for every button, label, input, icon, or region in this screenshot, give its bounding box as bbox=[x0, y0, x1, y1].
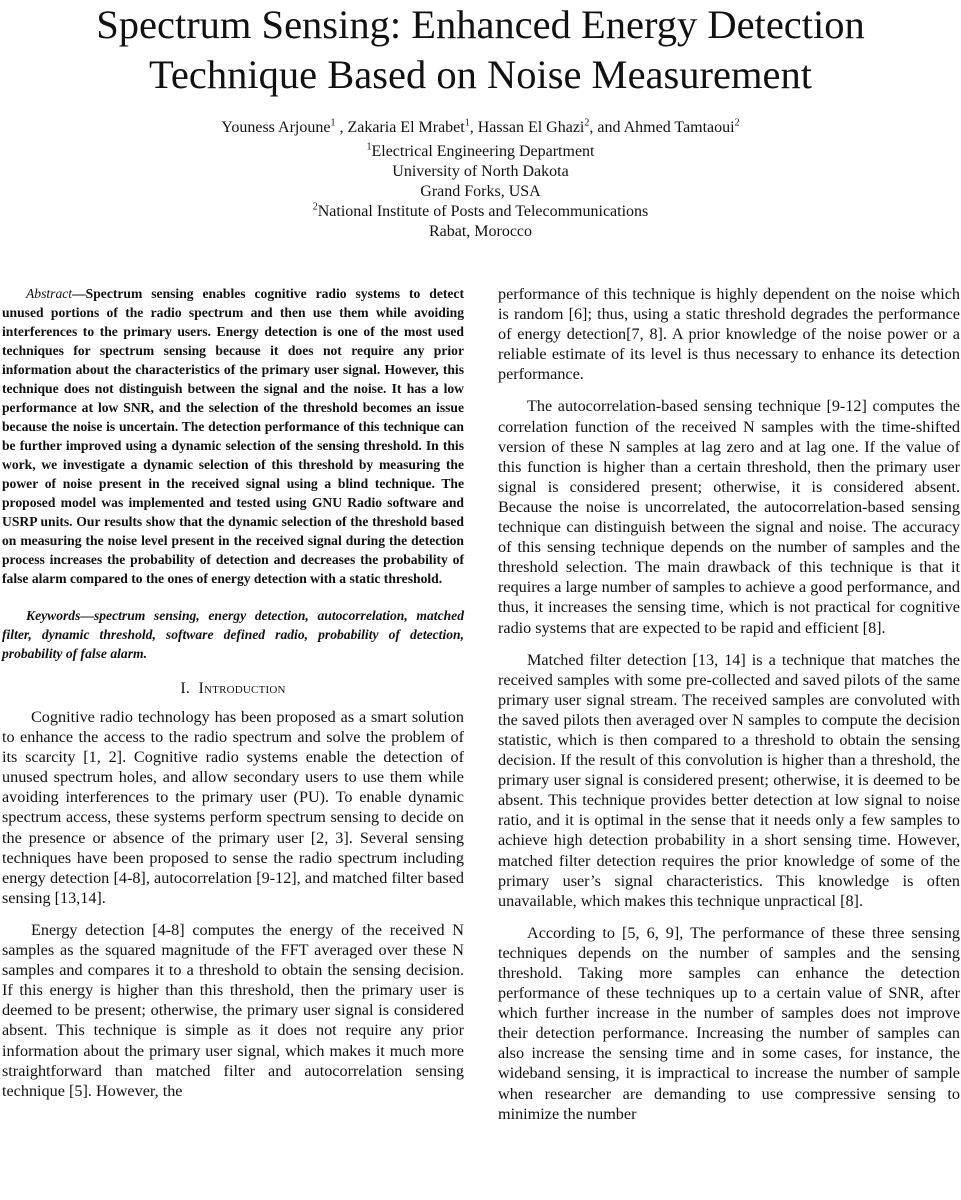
section-number: I. bbox=[180, 680, 191, 697]
author-affiliation-mark: 2 bbox=[734, 117, 740, 129]
section-heading-introduction bbox=[2, 679, 464, 699]
title-line-1: Spectrum Sensing: Enhanced Energy Detection bbox=[96, 2, 865, 47]
paragraph: Matched filter detection [13, 14] is a technique that matches the received samples with some pre-collected and saved pilots of the same primary user signal stream. The received samples are convoluted with the saved pilots then averaged over N samples to compute the decision statistic, which is then compared to a threshold to obtain the sensing decision. If the result of this convolution is higher than a threshold, the primary user signal is considered present; otherwise, it is deemed to be absent. This technique provides better detection at low signal to noise ratio, and it is optimal in the sense that it needs only a few samples to achieve high detection probability in a short sensing time. However, matched filter detection requires the prior knowledge of some of the primary user’s signal characteristics. This knowledge is often unavailable, which makes this technique unpractical [8]. bbox=[498, 650, 960, 910]
keywords-text: spectrum sensing, energy detection, autocorrelation, matched filter, dynamic threshold, software defined radio, probability of detection, probability of false alarm. bbox=[2, 608, 464, 661]
left-column bbox=[2, 284, 464, 1101]
author-separator: , bbox=[469, 119, 478, 136]
abstract-dash: — bbox=[72, 286, 86, 301]
affiliation-mark: 2 bbox=[312, 201, 318, 213]
keywords-dash: — bbox=[80, 608, 94, 623]
paragraph: The autocorrelation-based sensing technique [9-12] computes the correlation function of the received N samples with the time-shifted version of these N samples at lag zero and at lag one. If the value of this function is higher than a certain threshold, then the primary user signal is considered present; otherwise, it is considered absent. Because the noise is uncorrelated, the autocorrelation-based sensing technique can distinguish between the signal and noise. The accuracy of this sensing technique depends on the number of samples and the threshold selection. The main drawback of this technique is that it requires a large number of samples to achieve a good performance, and thus, it increases the sensing time, which is not practical for cognitive radio systems that are expected to be rapid and efficient [8]. bbox=[498, 397, 960, 637]
author-affiliation-mark: 1 bbox=[330, 117, 336, 129]
abstract-text: Spectrum sensing enables cognitive radio systems to detect unused portions of the radio spectrum and then use them while avoiding interferences to the primary users. Energy detection is one of the most used techniques for spectrum sensing because it does not require any prior information about the characteristics of the primary user signal. However, this technique does not distinguish between the signal and the noise. It has a low performance at low SNR, and the selection of the threshold becomes an issue because the noise is uncertain. The detection performance of this technique can be further improved using a dynamic selection of the sensing threshold. In this work, we investigate a dynamic selection of this threshold by measuring the power of noise present in the received signal using a blind technique. The proposed model was implemented and tested using GNU Radio software and USRP units. Our results show that the dynamic selection of the threshold based on measuring the noise level present in the received signal during the detection process increases the probability of detection and decreases the probability of false alarm compared to the ones of energy detection with a static threshold. bbox=[2, 286, 464, 586]
affiliation-mark: 1 bbox=[366, 141, 372, 153]
author-name: Youness Arjoune bbox=[221, 119, 331, 136]
affiliation-2-name bbox=[0, 202, 961, 222]
author-affiliation-mark: 1 bbox=[464, 117, 470, 129]
title-line-2: Technique Based on Noise Measurement bbox=[149, 52, 812, 97]
affiliation-2-city: Rabat, Morocco bbox=[428, 223, 533, 240]
keywords-label: Keywords bbox=[26, 608, 81, 623]
author-affiliation-mark: 2 bbox=[584, 117, 590, 129]
section-title: Introduction bbox=[198, 680, 286, 697]
author-name: Hassan El Ghazi bbox=[477, 119, 585, 136]
author-block bbox=[0, 118, 961, 242]
affiliation-1-univ: University of North Dakota bbox=[392, 163, 569, 180]
paragraph: According to [5, 6, 9], The performance of these three sensing techniques depends on the number of samples and the sensing threshold. Taking more samples can enhance the detection performance of these techniques up to a certain value of SNR, after which further increase in the number of samples does not improve their detection performance. Increasing the number of samples can also increase the sensing time and in some cases, for instance, the wideband sensing, it is impractical to increase the number of sample when researcher are demanding to use compressive sensing to minimize the number bbox=[498, 923, 960, 1123]
paragraph: Cognitive radio technology has been proposed as a smart solution to enhance the access to the radio spectrum and solve the problem of its scarcity [1, 2]. Cognitive radio systems enable the detection of unused spectrum holes, and allow secondary users to use them while avoiding interferences to the primary user (PU). To enable dynamic spectrum access, these systems perform spectrum sensing to decide on the presence or absence of the primary user [2, 3]. Several sensing techniques have been proposed to sense the radio spectrum including energy detection [4-8], autocorrelation [9-12], and matched filter based sensing [13,14]. bbox=[2, 708, 464, 907]
paragraph: Energy detection [4-8] computes the energy of the received N samples as the squared magnitude of the FFT averaged over these N samples and compares it to a threshold to obtain the sensing decision. If this energy is higher than this threshold, then the primary user is deemed to be present; otherwise, the primary user signal is considered absent. This technique is simple as it does not require any prior information about the primary user signal, which makes it much more straightforward than matched filter and autocorrelation sensing technique [5]. However, the bbox=[2, 920, 464, 1100]
abstract bbox=[2, 284, 464, 588]
keywords bbox=[2, 606, 464, 663]
affiliation-1-dept bbox=[0, 142, 961, 162]
author-separator: , bbox=[335, 119, 348, 136]
paper-title bbox=[0, 0, 961, 100]
author-name: Zakaria El Mrabet bbox=[347, 119, 465, 136]
affiliation-text: Electrical Engineering Department bbox=[371, 143, 595, 160]
author-name: Ahmed Tamtaoui bbox=[623, 119, 735, 136]
author-list bbox=[0, 118, 961, 138]
affiliation-1-city: Grand Forks, USA bbox=[420, 183, 541, 200]
right-column bbox=[498, 284, 960, 1124]
author-separator: , and bbox=[589, 119, 624, 136]
affiliation-text: National Institute of Posts and Telecommunications bbox=[317, 203, 649, 220]
abstract-label: Abstract bbox=[26, 286, 73, 301]
paragraph: performance of this technique is highly dependent on the noise which is random [6]; thus, using a static threshold degrades the performance of energy detection[7, 8]. A prior knowledge of the noise power or a reliable estimate of its level is thus necessary to enhance its detection performance. bbox=[498, 285, 960, 384]
